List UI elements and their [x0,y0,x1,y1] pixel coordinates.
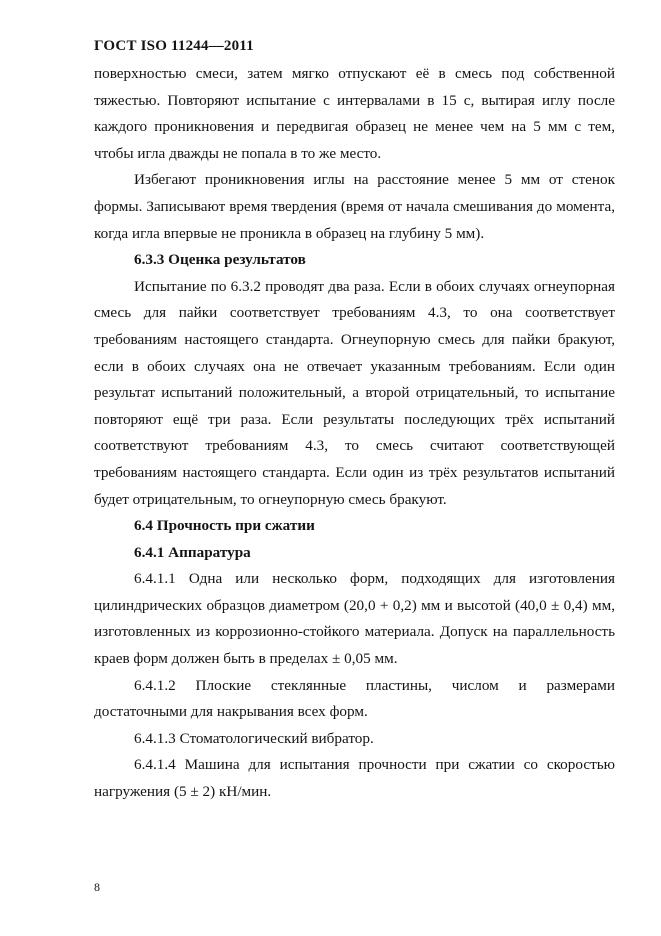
section-heading-6-4-1: 6.4.1 Аппаратура [134,543,251,561]
paragraph-evaluation: Испытание по 6.3.2 проводят два раза. Если в обоих случаях огнеупорная смесь для пайки соответствует требованиям 4.3, то она соответствует требованиям настоящего стандарта. Огнеупорную смесь для пайки бракуют, если в обоих случаях она не отвечает указанным требованиям. Если один результат испытаний положительный, а второй отрицательный, то испытание повторяют ещё три раза. Если результаты последующих трёх испытаний соответствуют требованиям 4.3, то смесь считают соответствующей требованиям настоящего стандарта. Если один из трёх результатов испытаний будет отрицательным, то огнеупорную смесь бракуют. [94,277,615,508]
paragraph-6-4-1-3: 6.4.1.3 Стоматологический вибратор. [134,729,374,747]
paragraph-setting-time: Избегают проникновения иглы на расстояние менее 5 мм от стенок формы. Записывают время твердения (время от начала смешивания до момента, когда игла впервые не проникла в образец на глубину 5 мм). [94,171,615,242]
paragraph-6-4-1-2: 6.4.1.2 Плоские стеклянные пластины, числом и размерами достаточными для накрывания всех форм. [94,676,615,721]
section-heading-6-4: 6.4 Прочность при сжатии [134,517,315,535]
paragraph-continuation: поверхностью смеси, затем мягко отпускают её в смесь под собственной тяжестью. Повторяют испытание с интервалами в 15 с, вытирая иглу после каждого проникновения и передвигая образец не менее чем на 5 мм с тем, чтобы игла дважды не попала в то же место. [94,65,615,162]
document-header: ГОСТ ISO 11244—2011 [94,38,254,54]
paragraph-6-4-1-1: 6.4.1.1 Одна или несколько форм, подходящих для изготовления цилиндрических образцов диаметром (20,0 + 0,2) мм и высотой (40,0 ± 0,4) мм, изготовленных из коррозионно-стойкого материала. Допуск на параллельность краев форм должен быть в пределах ± 0,05 мм. [94,570,615,668]
page-number: 8 [94,880,100,894]
section-heading-6-3-3: 6.3.3 Оценка результатов [134,251,306,269]
paragraph-6-4-1-4: 6.4.1.4 Машина для испытания прочности при сжатии со скоростью нагружения (5 ± 2) кН/мин. [94,756,615,801]
document-body [94,61,615,806]
